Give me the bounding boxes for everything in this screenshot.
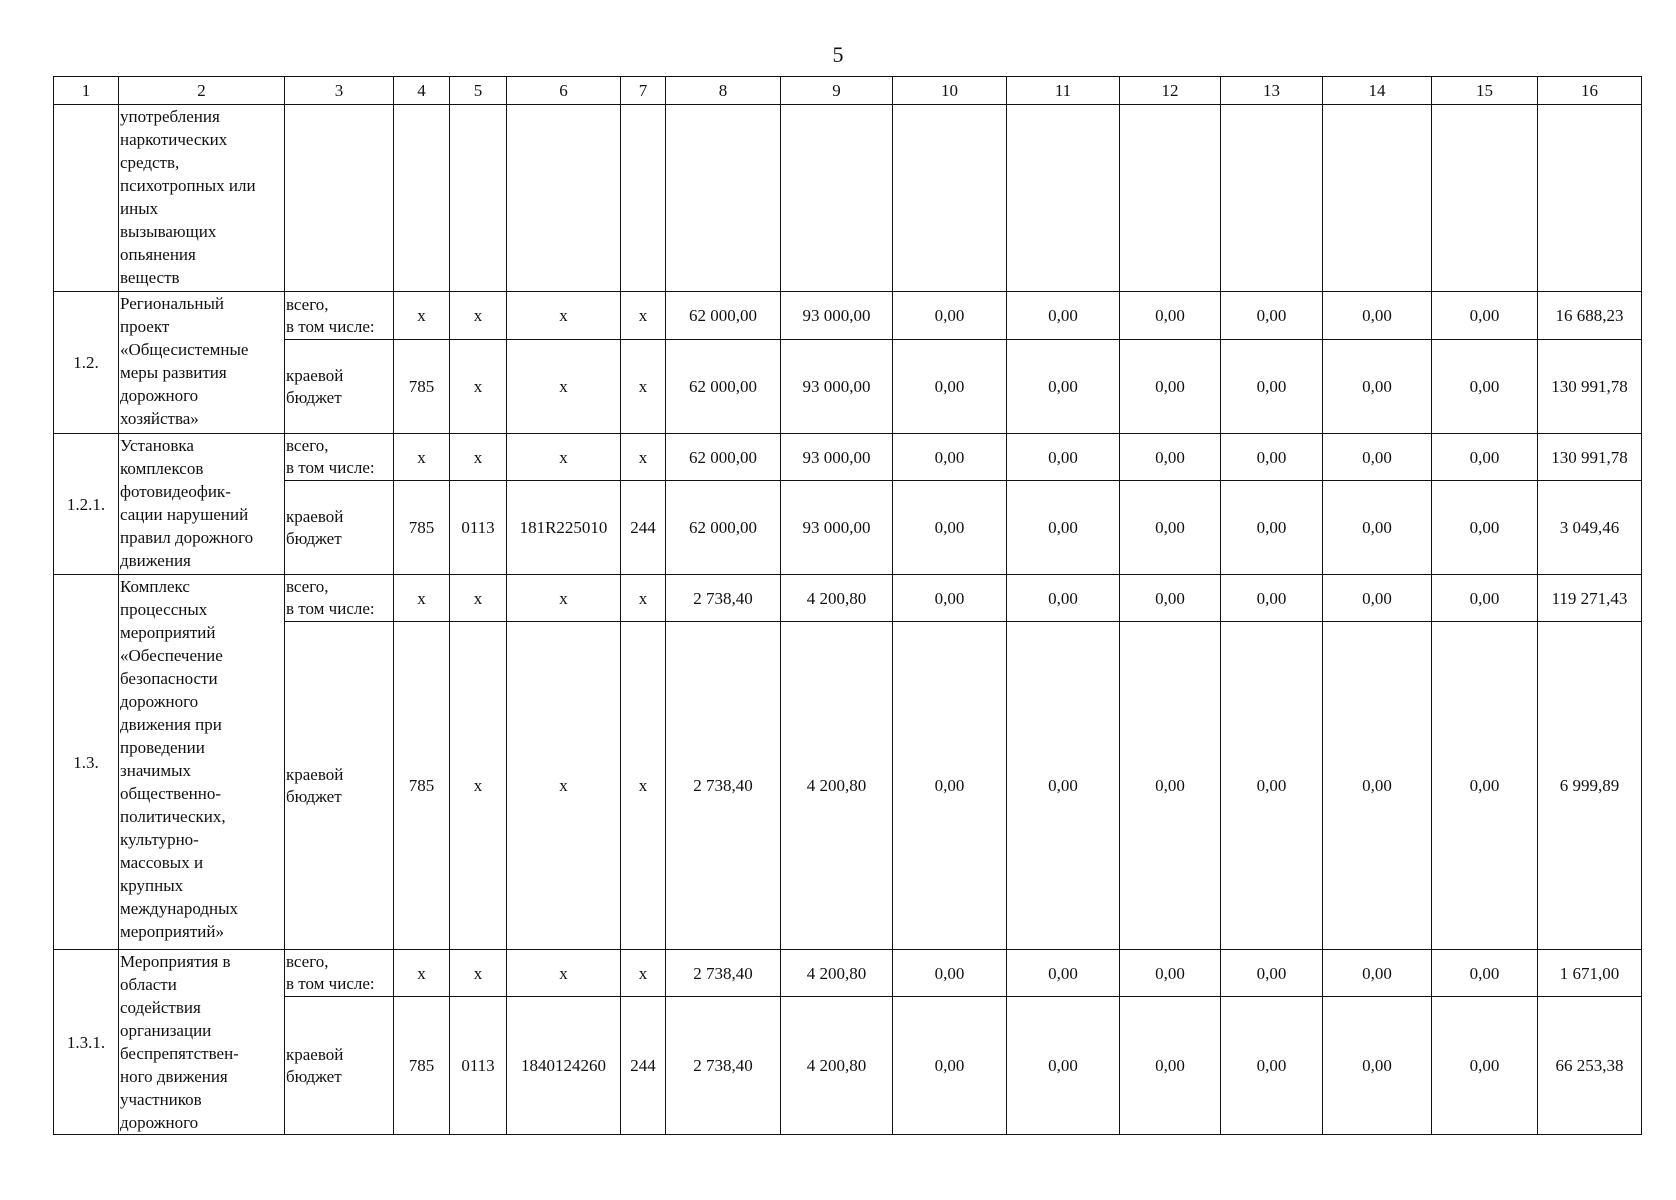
value-cell: х [507,622,621,950]
measure-name: Мероприятия в области содействия организации беспрепятствен- ного движения участников дорожного [119,950,285,1135]
funding-source: краевой бюджет [285,340,394,434]
value-cell: 0,00 [1323,622,1432,950]
value-cell: 4 200,80 [781,997,893,1135]
header-row [54,77,1642,105]
column-header: 2 [119,77,285,105]
table-cell [621,105,666,292]
funding-source: всего, в том числе: [285,575,394,622]
column-header: 11 [1007,77,1120,105]
value-cell: 16 688,23 [1538,292,1642,340]
value-cell: 2 738,40 [666,950,781,997]
continued-row [54,105,1642,292]
value-cell: 2 738,40 [666,997,781,1135]
measure-name-continued: употребления наркотических средств, психотропных или иных вызывающих опьянения веществ [119,105,285,292]
value-cell: 0,00 [893,481,1007,575]
value-cell: 0,00 [1120,950,1221,997]
value-cell: 0,00 [1432,575,1538,622]
measure-name: Комплекс процессных мероприятий «Обеспечение безопасности дорожного движения при проведении значимых общественно- политических, культурно- массовых и крупных международных мероприятий» [119,575,285,950]
value-cell: х [450,434,507,481]
measure-number: 1.3.1. [54,950,119,1135]
value-cell: 0,00 [1120,434,1221,481]
value-cell: х [450,292,507,340]
table-cell [666,105,781,292]
value-cell: 62 000,00 [666,434,781,481]
value-cell: 2 738,40 [666,622,781,950]
value-cell: 0,00 [893,950,1007,997]
table-cell [507,105,621,292]
value-cell: 93 000,00 [781,481,893,575]
value-cell: х [394,434,450,481]
value-cell: 3 049,46 [1538,481,1642,575]
value-cell: х [507,340,621,434]
value-cell: 0,00 [1007,434,1120,481]
budget-row [54,481,1642,575]
table-cell [781,105,893,292]
value-cell: 4 200,80 [781,622,893,950]
value-cell: 244 [621,481,666,575]
value-cell: 0,00 [1221,481,1323,575]
value-cell: 0,00 [1120,622,1221,950]
total-row [54,434,1642,481]
column-header: 10 [893,77,1007,105]
value-cell: 0,00 [1007,292,1120,340]
total-row [54,575,1642,622]
column-header: 13 [1221,77,1323,105]
value-cell: 0,00 [1323,950,1432,997]
value-cell: 93 000,00 [781,434,893,481]
value-cell: 0,00 [1120,997,1221,1135]
funding-source: всего, в том числе: [285,434,394,481]
table-cell [1120,105,1221,292]
value-cell: 0,00 [1323,434,1432,481]
measure-name: Установка комплексов фотовидеофик- сации нарушений правил дорожного движения [119,434,285,575]
column-header: 8 [666,77,781,105]
value-cell: 0,00 [1432,997,1538,1135]
funding-source: краевой бюджет [285,622,394,950]
value-cell: 0,00 [1323,997,1432,1135]
value-cell: 0,00 [1323,340,1432,434]
value-cell: 0,00 [1120,340,1221,434]
column-header: 6 [507,77,621,105]
value-cell: 0,00 [1221,622,1323,950]
value-cell: 0,00 [1221,575,1323,622]
budget-row [54,997,1642,1135]
value-cell: 0,00 [1432,292,1538,340]
value-cell: 0,00 [1323,481,1432,575]
table-cell [893,105,1007,292]
column-header: 16 [1538,77,1642,105]
page-number: 5 [832,42,844,67]
value-cell: 785 [394,340,450,434]
value-cell: 1840124260 [507,997,621,1135]
value-cell: 0,00 [893,340,1007,434]
value-cell: 0,00 [1120,481,1221,575]
value-cell: 0,00 [1432,434,1538,481]
value-cell: 0,00 [893,622,1007,950]
column-header: 15 [1432,77,1538,105]
value-cell: 0,00 [893,997,1007,1135]
value-cell: 0,00 [1007,997,1120,1135]
funding-source: всего, в том числе: [285,950,394,997]
column-header: 3 [285,77,394,105]
table-cell [450,105,507,292]
value-cell: х [450,340,507,434]
measure-name: Региональный проект «Общесистемные меры развития дорожного хозяйства» [119,292,285,434]
value-cell: 66 253,38 [1538,997,1642,1135]
value-cell: 181R225010 [507,481,621,575]
budget-table [53,76,1642,1135]
value-cell: 0,00 [1432,481,1538,575]
total-row [54,950,1642,997]
value-cell: 0,00 [1221,997,1323,1135]
column-header: 9 [781,77,893,105]
value-cell: 0,00 [893,434,1007,481]
value-cell: 6 999,89 [1538,622,1642,950]
value-cell: 0,00 [1007,950,1120,997]
column-header: 5 [450,77,507,105]
value-cell: 0,00 [1432,950,1538,997]
table-cell [394,105,450,292]
value-cell: х [450,575,507,622]
table-cell [285,105,394,292]
value-cell: х [621,340,666,434]
value-cell: х [394,292,450,340]
value-cell: х [507,950,621,997]
funding-source: краевой бюджет [285,481,394,575]
value-cell: 130 991,78 [1538,340,1642,434]
value-cell: 0,00 [1007,575,1120,622]
table-cell [1221,105,1323,292]
table-cell [1432,105,1538,292]
value-cell: х [621,622,666,950]
column-header: 7 [621,77,666,105]
value-cell: 119 271,43 [1538,575,1642,622]
value-cell: 0,00 [1221,950,1323,997]
budget-row [54,622,1642,950]
value-cell: 1 671,00 [1538,950,1642,997]
table-cell [1323,105,1432,292]
total-row [54,292,1642,340]
table-cell [54,105,119,292]
value-cell: 0,00 [893,575,1007,622]
column-header: 14 [1323,77,1432,105]
value-cell: х [450,950,507,997]
value-cell: 0,00 [1007,340,1120,434]
value-cell: х [507,575,621,622]
funding-source: краевой бюджет [285,997,394,1135]
value-cell: 0,00 [1221,292,1323,340]
value-cell: 0,00 [893,292,1007,340]
value-cell: 93 000,00 [781,340,893,434]
value-cell: 0,00 [1432,622,1538,950]
column-header: 1 [54,77,119,105]
value-cell: 62 000,00 [666,292,781,340]
value-cell: 4 200,80 [781,575,893,622]
value-cell: 0,00 [1120,292,1221,340]
budget-row [54,340,1642,434]
value-cell: х [621,434,666,481]
value-cell: 93 000,00 [781,292,893,340]
value-cell: х [507,292,621,340]
value-cell: 785 [394,622,450,950]
value-cell: 0,00 [1221,434,1323,481]
value-cell: 0113 [450,997,507,1135]
measure-number: 1.2.1. [54,434,119,575]
value-cell: х [621,292,666,340]
value-cell: 2 738,40 [666,575,781,622]
value-cell: х [450,622,507,950]
measure-number: 1.3. [54,575,119,950]
value-cell: х [621,575,666,622]
column-header: 4 [394,77,450,105]
value-cell: 0,00 [1221,340,1323,434]
value-cell: х [507,434,621,481]
value-cell: 0,00 [1323,292,1432,340]
table-cell [1007,105,1120,292]
funding-source: всего, в том числе: [285,292,394,340]
value-cell: х [394,950,450,997]
measure-number: 1.2. [54,292,119,434]
column-header: 12 [1120,77,1221,105]
value-cell: 62 000,00 [666,340,781,434]
value-cell: 785 [394,997,450,1135]
value-cell: х [621,950,666,997]
table-cell [1538,105,1642,292]
value-cell: 130 991,78 [1538,434,1642,481]
value-cell: 785 [394,481,450,575]
value-cell: 0,00 [1120,575,1221,622]
value-cell: 0,00 [1323,575,1432,622]
value-cell: 244 [621,997,666,1135]
value-cell: 0,00 [1007,481,1120,575]
value-cell: 4 200,80 [781,950,893,997]
value-cell: 0113 [450,481,507,575]
value-cell: х [394,575,450,622]
value-cell: 0,00 [1432,340,1538,434]
value-cell: 62 000,00 [666,481,781,575]
value-cell: 0,00 [1007,622,1120,950]
